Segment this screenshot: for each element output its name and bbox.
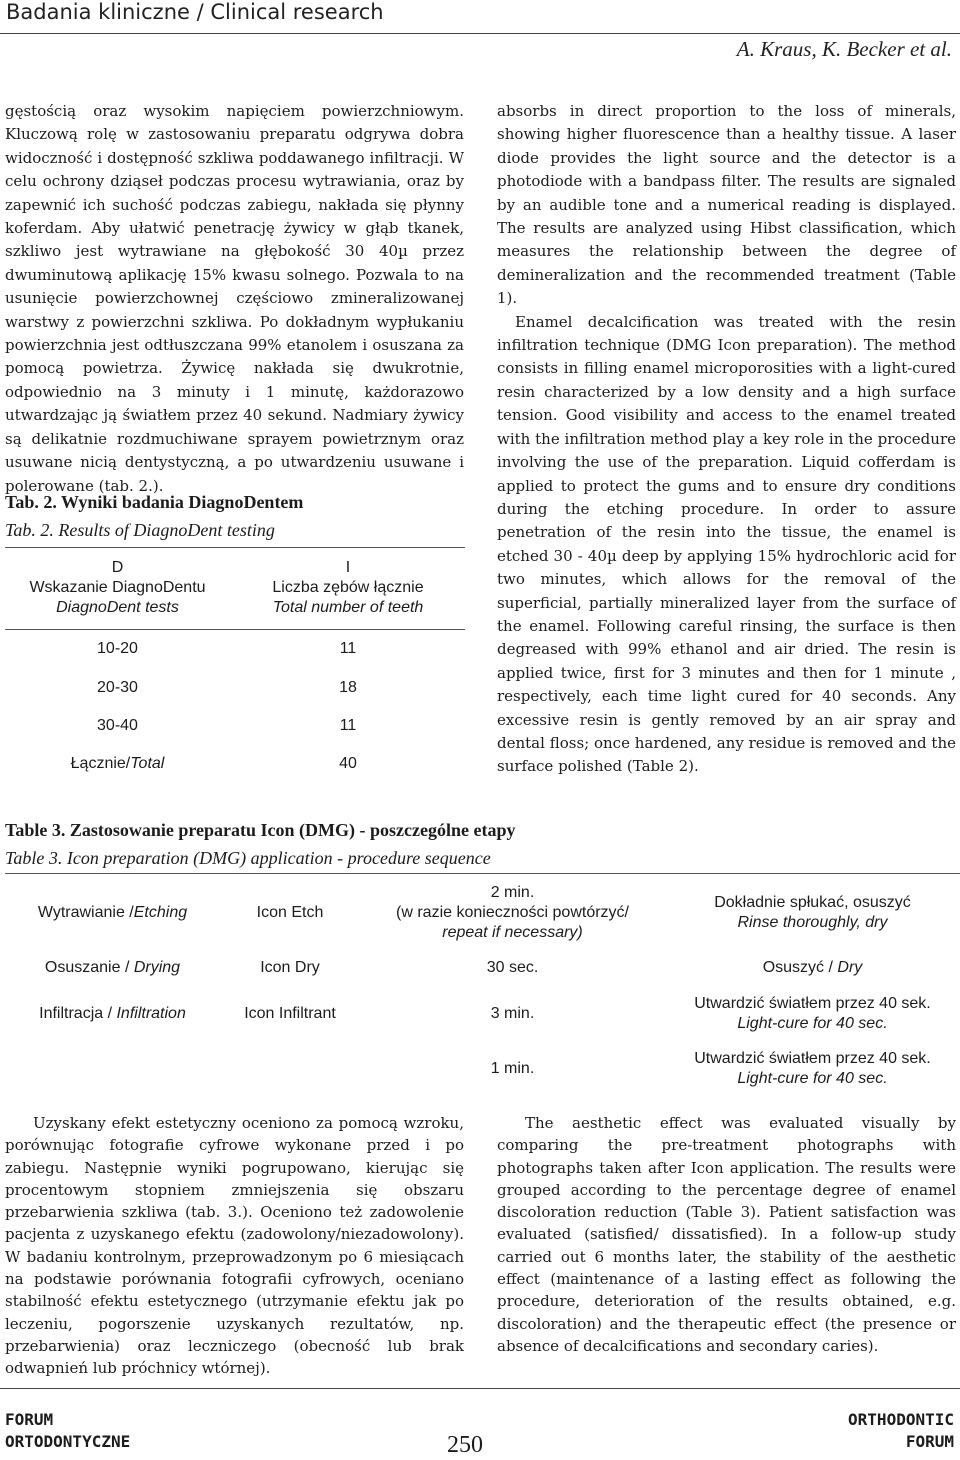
table3-time: 2 min. (w razie konieczności powtórzyć/ repeat if necessary) xyxy=(396,884,629,941)
running-header-authors: A. Kraus, K. Becker et al. xyxy=(736,37,952,61)
table3-product: Icon Etch xyxy=(256,904,324,921)
page-number: 250 xyxy=(447,1432,483,1458)
table2-header-rule xyxy=(5,629,465,630)
table2-col2-label-pl: Liczba zębów łącznie xyxy=(272,579,424,596)
body-top-right-column xyxy=(497,100,956,779)
table2-total-count: 40 xyxy=(339,755,357,772)
running-header-title: Badania kliniczne / Clinical research xyxy=(6,0,384,24)
table3-caption-polish: Table 3. Zastosowanie preparatu Icon (DMG) - poszczególne etapy xyxy=(5,820,516,840)
table2-total-label: Łącznie/Total xyxy=(70,755,165,772)
table2-header-col1 xyxy=(15,558,220,618)
body-paragraph: gęstością oraz wysokim napięciem powierzchniowym. Kluczową rolę w zastosowaniu preparatu odgrywa dobra widoczność i dostępność szkliwa poddawanego infiltracji. W celu ochrony dziąseł podczas procesu wytrawiania, oraz by zapewnić ich suchość podczas zabiegu, nakłada się płynny koferdam. Aby ułatwić penetrację żywicy w głąb tkanek, szkliwo jest wytrawiane na głębokość 30 40µ przez dwuminutową aplikację 15% kwasu solnego. Pozwala to na usunięcie powierzchownej częściowo zmineralizowanej warstwy z powierzchni szkliwa. Po dokładnym wypłukaniu powierzchnia jest odtłuszczana 99% etanolem i osuszana za pomocą powietrza. Żywicę nakłada się dwukrotnie, odpowiednio na 3 minuty i 1 minutę, każdorazowo utwardzając ją światłem przez 40 sekund. Nadmiary żywicy są delikatnie rozdmuchiwane sprayem powietrznym oraz usuwane nicią dentystyczną, a po utwardzeniu usuwane i polerowane (tab. 2.). xyxy=(5,102,464,495)
footer-journal-polish: FORUM ORTODONTYCZNE xyxy=(5,1410,131,1451)
table3-product: Icon Infiltrant xyxy=(244,1005,336,1022)
table2-row-count: 11 xyxy=(339,717,357,734)
body-top-left-column xyxy=(5,100,464,498)
table3-action: Utwardzić światłem przez 40 sek. Light-cure for 40 sec. xyxy=(694,1050,931,1087)
table2-caption-english: Tab. 2. Results of DiagnoDent testing xyxy=(5,520,275,540)
table3-top-rule xyxy=(5,873,960,874)
body-paragraph: absorbs in direct proportion to the loss of minerals, showing higher fluorescence than a healthy tissue. A laser diode provides the light source and the detector is a photodiode with a bandpass filter. The results are signaled by an audible tone and a numerical reading is displayed. The results are analyzed using Hibst classification, which measures the relationship between the degree of demineralization and the recommended treatment (Table 1). xyxy=(497,102,956,308)
header-divider xyxy=(0,33,960,34)
body-paragraph: The aesthetic effect was evaluated visually by comparing the pre-treatment photographs with photographs taken after Icon application. The results were grouped according to the percentage degree of enamel discoloration reduction (Table 3). Patient satisfaction was evaluated (satisfied/ dissatisfied). In a follow-up study carried out 6 months later, the stability of the aesthetic effect (maintenance of a lasting effect as following the procedure, deterioration of the results obtained, e.g. discoloration) and the therapeutic effect (the presence or absence of decalcifications and secondary caries). xyxy=(497,1114,956,1355)
footer-journal-english: ORTHODONTIC FORUM xyxy=(848,1410,954,1451)
table2-row-count: 18 xyxy=(339,679,357,696)
table2-row-count: 11 xyxy=(339,640,357,657)
table3-action: Utwardzić światłem przez 40 sek. Light-cure for 40 sec. xyxy=(694,995,931,1032)
table3-action: Dokładnie spłukać, osuszyć Rinse thoroughly, dry xyxy=(714,894,911,931)
table3-action: Osuszyć / Dry xyxy=(762,959,863,976)
footer-divider xyxy=(0,1388,960,1389)
table3-time: 1 min. xyxy=(490,1060,535,1077)
table2-row-range: 30-40 xyxy=(97,717,138,734)
table2-col1-code: D xyxy=(111,559,124,576)
table2-col2-label-en: Total number of teeth xyxy=(272,599,424,616)
table3-step: Infiltracja / Infiltration xyxy=(39,1005,186,1022)
body-bottom-right-column xyxy=(497,1112,956,1357)
body-paragraph: Uzyskany efekt estetyczny oceniono za pomocą wzroku, porównując fotografie cyfrowe wykonane przed i po zabiegu. Następnie wyniki pogrupowano, kierując się procentowym stopniem zmniejszenia się obszaru przebarwienia szkliwa (tab. 3.). Oceniono też zadowolenie pacjenta z uzyskanego efektu (zadowolony/niezadowolony). W badaniu kontrolnym, przeprowadzonym po 6 miesiącach na podstawie porównania fotografii cyfrowych, oceniano stabilność efektu estetycznego (utrzymanie efektu jak po leczeniu, pogorszenie uzyskanych rezultatów, np. przebarwienia) oraz leczniczego (obecność lub brak odwapnień lub próchnicy wtórnej). xyxy=(5,1114,464,1378)
table2-top-rule xyxy=(5,547,465,548)
body-bottom-left-column xyxy=(5,1112,464,1380)
table3-step: Osuszanie / Drying xyxy=(44,959,181,976)
body-paragraph: Enamel decalcification was treated with the resin infiltration technique (DMG Icon preparation). The method consists in filling enamel microporosities with a light-cured resin characterized by a low density and a high surface tension. Good visibility and access to the enamel treated with the infiltration method play a key role in the procedure involving the use of the preparation. Liquid cofferdam is applied to protect the gums and to ensure dry conditions during the etching procedure. In order to assure penetration of the resin into the tissue, the enamel is etched 30 - 40µ deep by applying 15% hydrochloric acid for two minutes, which allows for the removal of the superficial, partially mineralized layer from the surface of the enamel. Following careful rinsing, the surface is then degreased with 99% ethanol and air dried. The resin is applied twice, first for 3 minutes and then for 1 minute , respectively, each time light cured for 40 seconds. Any excessive resin is gently removed by an air spray and dental floss; once hardened, any residue is removed and the surface polished (Table 2). xyxy=(497,312,956,776)
table3-time: 30 sec. xyxy=(486,959,539,976)
table3-time: 3 min. xyxy=(490,1005,535,1022)
table2-row-range: 20-30 xyxy=(97,679,138,696)
table3-caption-english: Table 3. Icon preparation (DMG) application - procedure sequence xyxy=(5,848,491,868)
table3-product: Icon Dry xyxy=(260,959,320,976)
table2-caption-polish: Tab. 2. Wyniki badania DiagnoDentem xyxy=(5,492,304,512)
table2-row-range: 10-20 xyxy=(97,640,138,657)
table2-col2-code: I xyxy=(345,559,351,576)
table2-col1-label-en: DiagnoDent tests xyxy=(56,599,179,616)
table3-step: Wytrawianie /Etching xyxy=(37,904,188,921)
table2-header-col2 xyxy=(248,558,448,618)
table2-col1-label-pl: Wskazanie DiagnoDentu xyxy=(29,579,206,596)
